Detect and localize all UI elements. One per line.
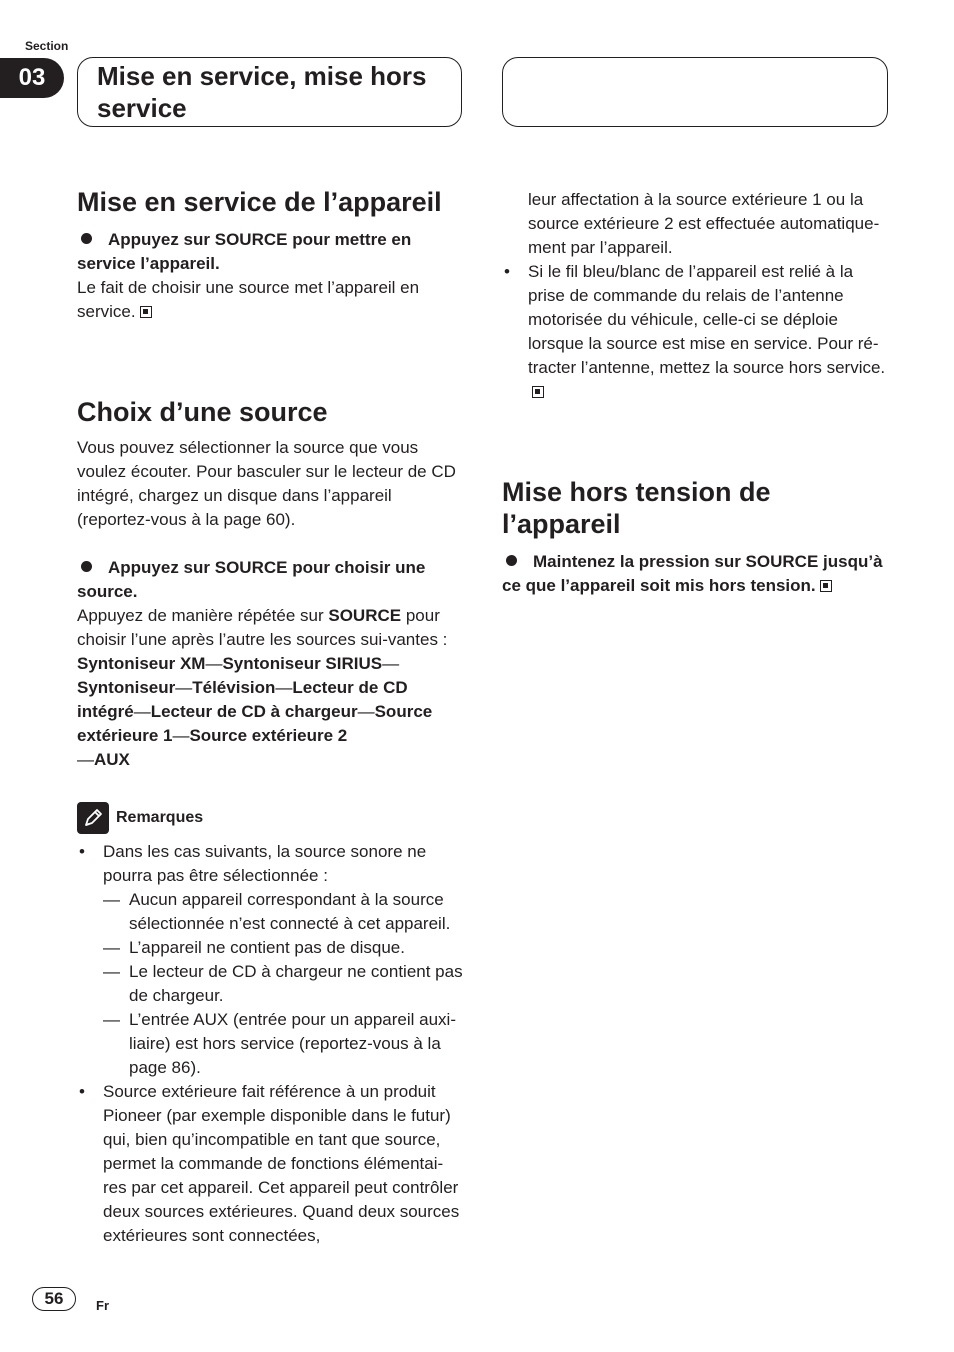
right-column xyxy=(502,188,890,598)
left-column xyxy=(77,186,465,1248)
bullet-icon xyxy=(81,233,92,244)
list-item: — L’entrée AUX (entrée pour un appareil auxi-liaire) est hors service (reportez-vous à la page 86). xyxy=(103,1008,465,1080)
notes-list xyxy=(77,840,465,1248)
page-title: Mise en service, mise hors service xyxy=(97,61,427,123)
step-mise-en-service: Appuyez sur SOURCE pour mettre en service l’appareil. xyxy=(77,230,412,273)
list-item: • Si le fil bleu/blanc de l’appareil est relié à la prise de commande du relais de l’antenne motorisée du véhicule, celle-ci se déploie lorsque la source est mise en service. Pour ré-tracter l’antenne, mettez la source hors service. xyxy=(502,260,890,404)
list-item: • Dans les cas suivants, la source sonore ne pourra pas être sélectionnée : — Aucun appareil correspondant à la source sélectionnée n’est connecté à cet appareil. — L’appareil ne contient pas de disque. — Le lecteur de CD à chargeur ne contient pas de chargeur. — L’entrée AUX (entrée pour un appareil auxi-liaire) est hors service (reportez-vous à la page 86). xyxy=(77,840,465,1080)
bullet-icon xyxy=(506,555,517,566)
intro-choix-source: Vous pouvez sélectionner la source que vous voulez écouter. Pour basculer sur le lecteur de CD intégré, chargez un disque dans l’appareil (reportez-vous à la page 60). xyxy=(77,438,456,529)
heading-choix-source: Choix d’une source xyxy=(77,397,328,427)
notes-list-continued xyxy=(502,188,890,404)
heading-mise-hors-tension: Mise hors tension de l’appareil xyxy=(502,477,771,539)
section-number-badge: 03 xyxy=(0,58,64,98)
step-choix-source: Appuyez sur SOURCE pour choisir une source. xyxy=(77,558,426,601)
heading-mise-en-service: Mise en service de l’appareil xyxy=(77,187,442,217)
list-item: — Le lecteur de CD à chargeur ne contient pas de chargeur. xyxy=(103,960,465,1008)
end-mark-icon xyxy=(532,386,544,398)
list-item: — Aucun appareil correspondant à la source sélectionnée n’est connecté à cet appareil. xyxy=(103,888,465,936)
page-number: 56 xyxy=(32,1287,76,1311)
step-mise-hors-tension: Maintenez la pression sur SOURCE jusqu’à ce que l’appareil soit mis hors tension. xyxy=(502,552,883,595)
language-code: Fr xyxy=(96,1298,109,1313)
dash-list xyxy=(103,888,465,1080)
bullet-icon xyxy=(81,561,92,572)
list-item-continued: leur affectation à la source extérieure 1 ou la source extérieure 2 est effectuée automatique-ment par l’appareil. xyxy=(528,190,880,257)
notes-title: Remarques xyxy=(116,809,204,826)
text-choix-source: Appuyez de manière répétée sur SOURCE pour choisir l’une après l’autre les sources sui-vantes : xyxy=(77,606,448,649)
text-mise-en-service: Le fait de choisir une source met l’appareil en service. xyxy=(77,278,420,321)
empty-title-box xyxy=(502,57,888,127)
notes-header xyxy=(77,802,465,834)
list-item: • Source extérieure fait référence à un produit Pioneer (par exemple disponible dans le futur) qui, bien qu’incompatible en tant que source, permet la commande de fonctions élémentai-res par cet appareil. Cet appareil peut contrôler deux sources extérieures. Quand deux sources extérieures sont connectées, xyxy=(77,1080,465,1248)
end-mark-icon xyxy=(820,580,832,592)
source-sequence: Syntoniseur XM—Syntoniseur SIRIUS—Syntoniseur—Télévision—Lecteur de CD intégré—Lecteur de CD à chargeur—Source extérieure 1—Source extérieure 2 —AUX xyxy=(77,654,433,769)
section-label: Section xyxy=(25,39,69,53)
end-mark-icon xyxy=(140,306,152,318)
list-item: — L’appareil ne contient pas de disque. xyxy=(103,936,465,960)
pencil-note-icon xyxy=(77,802,109,834)
